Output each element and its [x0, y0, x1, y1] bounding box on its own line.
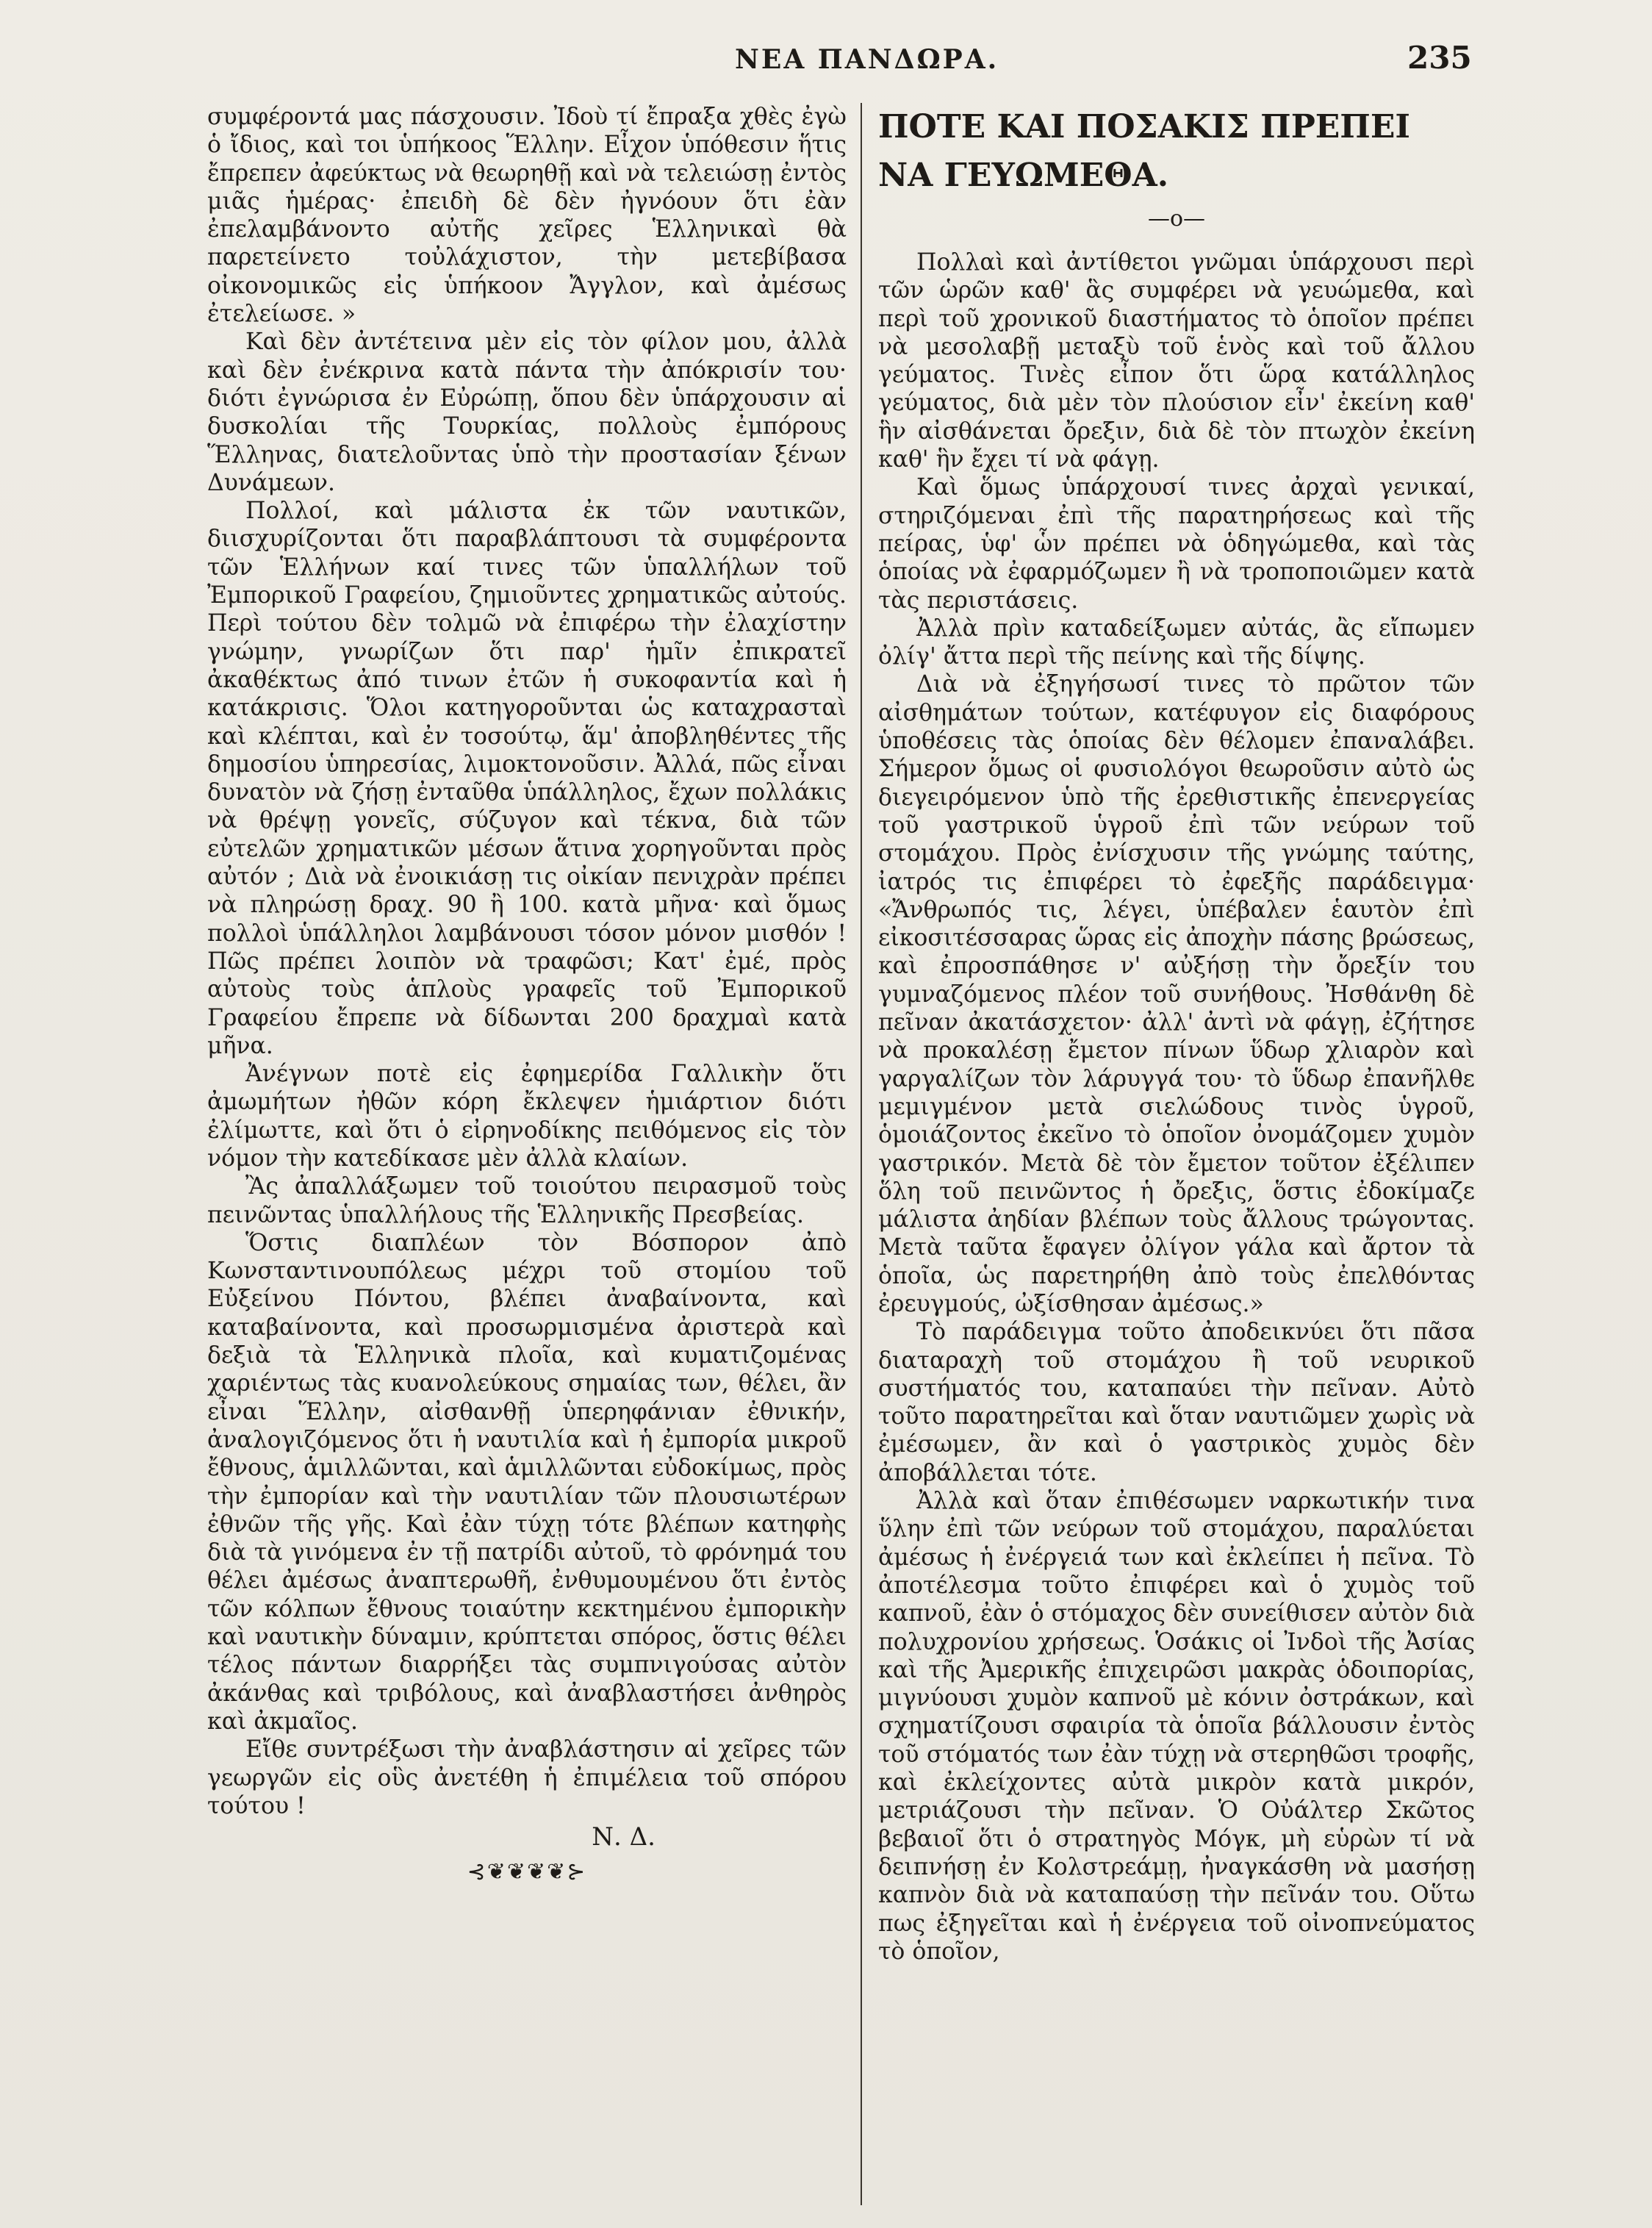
left-paragraph-5: Ἂς ἀπαλλάξωμεν τοῦ τοιούτου πειρασμοῦ τοὺς πεινῶντας ὑπαλλήλους τῆς Ἑλληνικῆς Πρεσβείας. [207, 1173, 847, 1228]
left-paragraph-7: Εἴθε συντρέξωσι τὴν ἀναβλάστησιν αἱ χεῖρες τῶν γεωργῶν εἰς οὓς ἀνετέθη ἡ ἐπιμέλεια τοῦ σπόρου τούτου ! [207, 1736, 847, 1819]
title-separator: —o— [1147, 206, 1206, 232]
author-signature: Ν. Δ. [592, 1822, 656, 1852]
article-title-line-1: ΠΟΤΕ ΚΑΙ ΠΟΣΑΚΙΣ ΠΡΕΠΕΙ [878, 108, 1410, 146]
right-paragraph-5: Τὸ παράδειγμα τοῦτο ἀποδεικνύει ὅτι πᾶσα διαταραχὴ τοῦ στομάχου ἢ τοῦ νευρικοῦ συστήματός του, καταπαύει τὴν πεῖναν. Αὐτὸ τοῦτο παρατηρεῖται καὶ ὅταν ναυτιῶμεν χωρὶς νὰ ἐμέσωμεν, ἂν καὶ ὁ γαστρικὸς χυμὸς δὲν ἀποβάλλεται τότε. [878, 1319, 1475, 1486]
column-rule [861, 103, 862, 2205]
left-paragraph-4: Ἀνέγνων ποτὲ εἰς ἐφημερίδα Γαλλικὴν ὅτι ἀμωμήτων ἠθῶν κόρη ἔκλεψεν ἡμιάρτιον διότι ἐλίμωττε, καὶ ὅτι ὁ εἰρηνοδίκης πειθόμενος εἰς τὸν νόμον τὴν κατεδίκασε μὲν ἀλλὰ κλαίων. [207, 1061, 847, 1172]
left-paragraph-2: Καὶ δὲν ἀντέτεινα μὲν εἰς τὸν φίλον μου, ἀλλὰ καὶ δὲν ἐνέκρινα κατὰ πάντα τὴν ἀπόκρισίν του· διότι ἐγνώρισα ἐν Εὐρώπῃ, ὅπου δὲν ὑπάρχουσιν αἱ δυσκολίαι τῆς Τουρκίας, πολλοὺς ἐμπόρους Ἕλληνας, διατελοῦντας ὑπὸ τὴν προστασίαν ξένων Δυνάμεων. [207, 329, 847, 496]
left-paragraph-1: συμφέροντά μας πάσχουσιν. Ἰδοὺ τί ἔπραξα χθὲς ἐγὼ ὁ ἴδιος, καὶ τοι ὑπήκοος Ἕλλην. Εἶχον ὑπόθεσιν ἥτις ἔπρεπεν ἀφεύκτως νὰ θεωρηθῇ καὶ νὰ τελειώσῃ ἐντὸς μιᾶς ἡμέρας· ἐπειδὴ δὲ δὲν ἠγνόουν ὅτι ἐὰν ἐπελαμβάνοντο αὐτῆς χεῖρες Ἑλληνικαὶ θὰ παρετείνετο τοὐλάχιστον, τὴν μετεβίβασα οἰκονομικῶς εἰς ὑπήκοον Ἄγγλον, καὶ ἀμέσως ἐτελείωσε. » [207, 104, 847, 328]
page-number: 235 [1407, 40, 1472, 76]
right-paragraph-6: Ἀλλὰ καὶ ὅταν ἐπιθέσωμεν ναρκωτικήν τινα ὕλην ἐπὶ τῶν νεύρων τοῦ στομάχου, παραλύεται ἀμέσως ἡ ἐνέργειά των καὶ ἐκλείπει ἡ πεῖνα. Τὸ ἀποτέλεσμα τοῦτο ἐπιφέρει καὶ ὁ χυμὸς τοῦ καπνοῦ, ἐὰν ὁ στόμαχος δὲν συνείθισεν αὐτὸν διὰ πολυχρονίου χρήσεως. Ὁσάκις οἱ Ἰνδοὶ τῆς Ἀσίας καὶ τῆς Ἀμερικῆς ἐπιχειρῶσι μακρὰς ὁδοιπορίας, μιγνύουσι χυμὸν καπνοῦ μὲ κόνιν ὀστράκων, καὶ σχηματίζουσι σφαιρία τὰ ὁποῖα βάλλουσιν ἐντὸς τοῦ στόματός των ἐὰν τύχῃ νὰ στερηθῶσι τροφῆς, καὶ ἐκλείχοντες αὐτὰ μικρὸν κατὰ μικρόν, μετριάζουσι τὴν πεῖναν. Ὁ Οὐάλτερ Σκῶτος βεβαιοῖ ὅτι ὁ στρατηγὸς Μόγκ, μὴ εὑρὼν τί νὰ δειπνήσῃ ἐν Κολστρεάμῃ, ἠναγκάσθη νὰ μασήσῃ καπνὸν διὰ νὰ καταπαύσῃ τὴν πεῖνάν του. Οὕτω πως ἐξηγεῖται καὶ ἡ ἐνέργεια τοῦ οἰνοπνεύματος τὸ ὁποῖον, [878, 1488, 1475, 1965]
left-column [207, 103, 847, 1887]
right-paragraph-2: Καὶ ὅμως ὑπάρχουσί τινες ἀρχαὶ γενικαί, στηριζόμεναι ἐπὶ τῆς παρατηρήσεως καὶ τῆς πείρας, ὑφ' ὧν πρέπει νὰ ὁδηγώμεθα, καὶ τὰς ὁποίας νὰ ἐφαρμόζωμεν ἢ νὰ τροποποιῶμεν κατὰ τὰς περιστάσεις. [878, 474, 1475, 614]
ornament-divider: ⊰❦❦❦❦⊱ [467, 1859, 587, 1885]
right-column [878, 103, 1475, 1966]
right-paragraph-1: Πολλαὶ καὶ ἀντίθετοι γνῶμαι ὑπάρχουσι περὶ τῶν ὡρῶν καθ' ἃς συμφέρει νὰ γευώμεθα, καὶ περὶ τοῦ χρονικοῦ διαστήματος τὸ ὁποῖον πρέπει νὰ μεσολαβῇ μεταξὺ τοῦ ἑνὸς καὶ τοῦ ἄλλου γεύματος. Τινὲς εἶπον ὅτι ὥρα κατάλληλος γεύματος, διὰ μὲν τὸν πλούσιον εἶν' ἐκείνη καθ' ἣν αἰσθάνεται ὄρεξιν, διὰ δὲ τὸν πτωχὸν ἐκείνη καθ' ἣν ἔχει τί νὰ φάγῃ. [878, 249, 1475, 473]
page-header [0, 38, 1652, 82]
left-paragraph-3: Πολλοί, καὶ μάλιστα ἐκ τῶν ναυτικῶν, διισχυρίζονται ὅτι παραβλάπτουσι τὰ συμφέροντα τῶν Ἑλλήνων καί τινες τῶν ὑπαλλήλων τοῦ Ἐμπορικοῦ Γραφείου, ζημιοῦντες χρηματικῶς αὐτούς. Περὶ τούτου δὲν τολμῶ νὰ ἐπιφέρω τὴν ἐλαχίστην γνώμην, γνωρίζων ὅτι παρ' ἡμῖν ἐπικρατεῖ ἀκαθέκτως ἀπό τινων ἐτῶν ἡ συκοφαντία καὶ ἡ κατάκρισις. Ὅλοι κατηγοροῦνται ὡς καταχρασταὶ καὶ κλέπται, καὶ ἐν τοσούτῳ, ἅμ' ἀποβληθέντες τῆς δημοσίου ὑπηρεσίας, λιμοκτονοῦσιν. Ἀλλά, πῶς εἶναι δυνατὸν νὰ ζήσῃ ἐνταῦθα ὑπάλληλος, ἔχων πολλάκις νὰ θρέψῃ γονεῖς, σύζυγον καὶ τέκνα, διὰ τῶν εὐτελῶν χρηματικῶν μέσων ἅτινα χορηγοῦνται πρὸς αὐτόν ; Διὰ νὰ ἐνοικιάσῃ τις οἰκίαν πενιχρὰν πρέπει νὰ πληρώσῃ δραχ. 90 ἢ 100. κατὰ μῆνα· καὶ ὅμως πολλοὶ ὑπάλληλοι λαμβάνουσι τόσον μόνον μισθόν ! Πῶς πρέπει λοιπὸν νὰ τραφῶσι; Κατ' ἐμέ, πρὸς αὐτοὺς τοὺς ἁπλοὺς γραφεῖς τοῦ Ἐμπορικοῦ Γραφείου ἔπρεπε νὰ δίδωνται 200 δραχμαὶ κατὰ μῆνα. [207, 498, 847, 1059]
left-paragraph-6: Ὅστις διαπλέων τὸν Βόσπορον ἀπὸ Κωνσταντινουπόλεως μέχρι τοῦ στομίου τοῦ Εὐξείνου Πόντου, βλέπει ἀναβαίνοντα, καὶ καταβαίνοντα, καὶ προσωρμισμένα ἀριστερὰ καὶ δεξιὰ τὰ Ἑλληνικὰ πλοῖα, καὶ κυματιζομένας χαριέντως τὰς κυανολεύκους σημαίας των, θέλει, ἂν εἶναι Ἕλλην, αἰσθανθῇ ὑπερηφάνιαν ἐθνικήν, ἀναλογιζόμενος ὅτι ἡ ναυτιλία καὶ ἡ ἐμπορία μικροῦ ἔθνους, ἁμιλλῶνται, καὶ ἁμιλλῶνται εὐδοκίμως, πρὸς τὴν ἐμπορίαν καὶ τὴν ναυτιλίαν τῶν πλουσιωτέρων ἐθνῶν τῆς γῆς. Καὶ ἐὰν τύχῃ τότε βλέπων κατηφὴς διὰ τὰ γινόμενα ἐν τῇ πατρίδι αὐτοῦ, τὸ φρόνημά του θέλει ἀμέσως ἀναπτερωθῆ, ἐνθυμουμένου ὅτι ἐντὸς τῶν κόλπων ἔθνους τοιαύτην κεκτημένου ἐμπορικὴν καὶ ναυτικὴν δύναμιν, κρύπτεται σπόρος, ὅστις θέλει τέλος πάντων διαρρήξει τὰς συμπνιγούσας αὐτὸν ἀκάνθας καὶ τριβόλους, καὶ ἀναβλαστήσει ἀνθηρὸς καὶ ἀκμαῖος. [207, 1229, 847, 1735]
right-paragraph-3: Ἀλλὰ πρὶν καταδείξωμεν αὐτάς, ἂς εἴπωμεν ὀλίγ' ἄττα περὶ τῆς πείνης καὶ τῆς δίψης. [878, 615, 1475, 670]
article-title-line-2: ΝΑ ΓΕΥΩΜΕΘΑ. [878, 157, 1169, 194]
running-head: ΝΕΑ ΠΑΝΔΩΡΑ. [735, 44, 999, 75]
right-paragraph-4: Διὰ νὰ ἐξηγήσωσί τινες τὸ πρῶτον τῶν αἰσθημάτων τούτων, κατέφυγον εἰς διαφόρους ὑποθέσεις τὰς ὁποίας δὲν θέλομεν ἐπαναλάβει. Σήμερον ὅμως οἱ φυσιολόγοι θεωροῦσιν αὐτὸ ὡς διεγειρόμενον ὑπὸ τῆς ἐρεθιστικῆς ἐπενεργείας τοῦ γαστρικοῦ ὑγροῦ ἐπὶ τῶν νεύρων τοῦ στομάχου. Πρὸς ἐνίσχυσιν τῆς γνώμης ταύτης, ἰατρός τις ἐπιφέρει τὸ ἐφεξῆς παράδειγμα· «Ἄνθρωπός τις, λέγει, ὑπέβαλεν ἑαυτὸν ἐπὶ εἰκοσιτέσσαρας ὥρας εἰς ἀποχὴν πάσης βρώσεως, καὶ ἐπροσπάθησε ν' αὐξήσῃ τὴν ὄρεξίν του γυμναζόμενος πλέον τοῦ συνήθους. Ἠσθάνθη δὲ πεῖναν ἀκατάσχετον· ἀλλ' ἀντὶ νὰ φάγῃ, ἐζήτησε νὰ προκαλέσῃ ἔμετον πίνων ὕδωρ χλιαρὸν καὶ γαργαλίζων τὸν λάρυγγά του· τὸ ὕδωρ ἐπανῆλθε μεμιγμένον μετὰ σιελώδους τινὸς ὑγροῦ, ὁμοιάζοντος ἐκεῖνο τὸ ὁποῖον ὀνομάζομεν χυμὸν γαστρικόν. Μετὰ δὲ τὸν ἔμετον τοῦτον ἐξέλιπεν ὅλη τοῦ πεινῶντος ἡ ὄρεξις, ὅστις ἐδοκίμαζε μάλιστα ἀηδίαν βλέπων τοὺς ἄλλους τρώγοντας. Μετὰ ταῦτα ἔφαγεν ὀλίγον γάλα καὶ ἄρτον τὰ ὁποῖα, ὡς παρετηρήθη ἀπὸ τοὺς ἐπελθόντας ἐρευγμούς, ὠξίσθησαν ἀμέσως.» [878, 671, 1475, 1317]
